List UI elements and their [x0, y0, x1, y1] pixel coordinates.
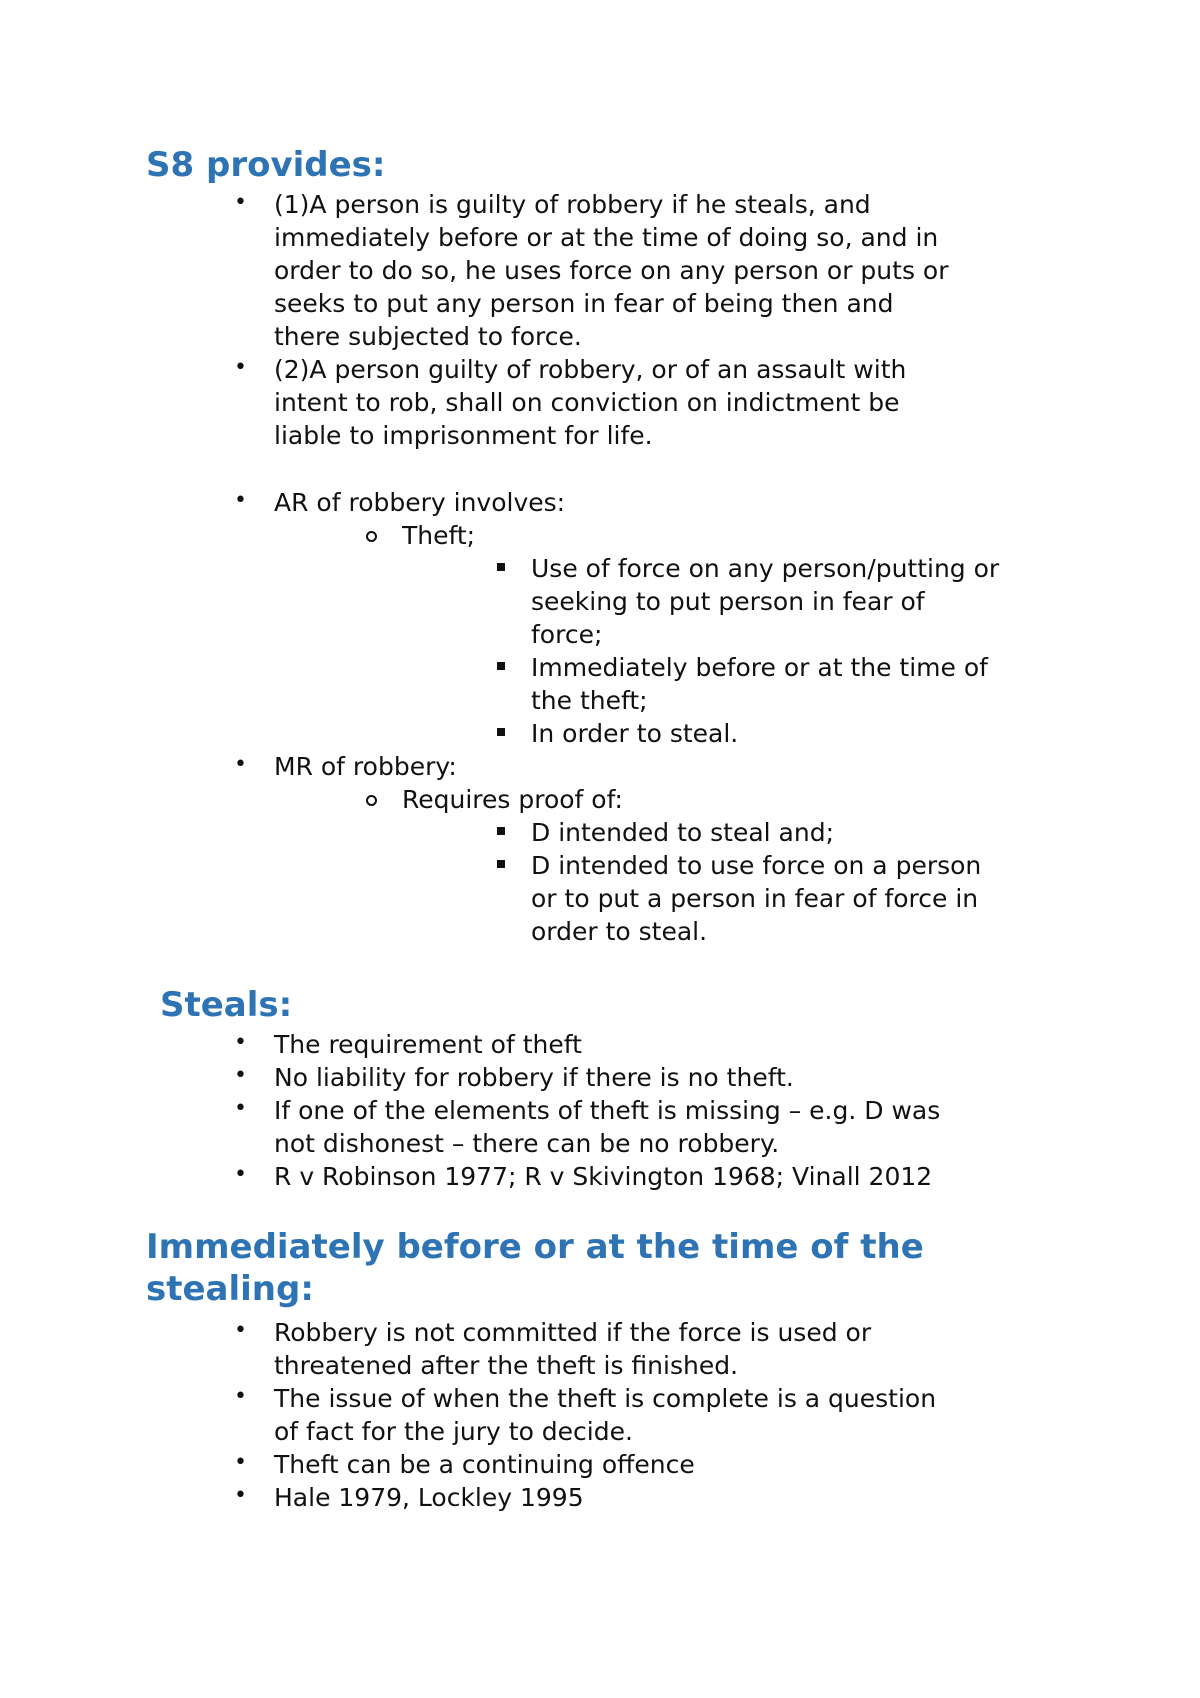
- bullet-icon: •: [234, 488, 247, 513]
- bullet-icon: •: [234, 1096, 247, 1121]
- mr-sub-1-line-1: D intended to steal and;: [531, 818, 835, 847]
- s8-item-1-line-5: there subjected to force.: [274, 322, 582, 351]
- mr-requires-label: Requires proof of:: [402, 785, 623, 814]
- ar-sub-2-line-2: the theft;: [531, 686, 648, 715]
- bullet-icon: •: [234, 1450, 247, 1475]
- ar-of-robbery-line: AR of robbery involves:: [274, 488, 566, 517]
- square-bullet-icon: [497, 827, 505, 835]
- immediately-item-1-line-1: Robbery is not committed if the force is used or: [274, 1318, 872, 1347]
- mr-of-robbery-line: MR of robbery:: [274, 752, 457, 781]
- bullet-icon: •: [234, 1063, 247, 1088]
- square-bullet-icon: [497, 662, 505, 670]
- heading-immediately-line-2: stealing:: [146, 1269, 314, 1309]
- s8-item-1-line-1: (1)A person is guilty of robbery if he steals, and: [274, 190, 871, 219]
- ar-sub-1-line-2: seeking to put person in fear of: [531, 587, 925, 616]
- bullet-icon: •: [234, 190, 247, 215]
- s8-item-2-line-3: liable to imprisonment for life.: [274, 421, 653, 450]
- hollow-circle-bullet-icon: [366, 531, 377, 542]
- immediately-item-2-line-1: The issue of when the theft is complete is a question: [274, 1384, 937, 1413]
- bullet-icon: •: [234, 355, 247, 380]
- square-bullet-icon: [497, 728, 505, 736]
- ar-theft-label: Theft;: [402, 521, 476, 550]
- s8-item-1-line-2: immediately before or at the time of doing so, and in: [274, 223, 939, 252]
- heading-s8-provides: S8 provides:: [146, 145, 386, 185]
- bullet-icon: •: [234, 752, 247, 777]
- s8-item-2-line-2: intent to rob, shall on conviction on indictment be: [274, 388, 900, 417]
- bullet-icon: •: [234, 1384, 247, 1409]
- mr-sub-2-line-1: D intended to use force on a person: [531, 851, 982, 880]
- ar-sub-1-line-3: force;: [531, 620, 603, 649]
- bullet-icon: •: [234, 1030, 247, 1055]
- steals-item-3-line-2: not dishonest – there can be no robbery.: [274, 1129, 780, 1158]
- s8-item-1-line-3: order to do so, he uses force on any person or puts or: [274, 256, 949, 285]
- mr-sub-2-line-2: or to put a person in fear of force in: [531, 884, 979, 913]
- square-bullet-icon: [497, 563, 505, 571]
- ar-sub-3-line-1: In order to steal.: [531, 719, 739, 748]
- immediately-item-3-line-1: Theft can be a continuing offence: [274, 1450, 695, 1479]
- steals-item-4-line-1: R v Robinson 1977; R v Skivington 1968; Vinall 2012: [274, 1162, 933, 1191]
- immediately-item-2-line-2: of fact for the jury to decide.: [274, 1417, 633, 1446]
- bullet-icon: •: [234, 1318, 247, 1343]
- steals-item-3-line-1: If one of the elements of theft is missing – e.g. D was: [274, 1096, 941, 1125]
- ar-sub-1-line-1: Use of force on any person/putting or: [531, 554, 1000, 583]
- bullet-icon: •: [234, 1162, 247, 1187]
- mr-sub-2-line-3: order to steal.: [531, 917, 708, 946]
- heading-steals: Steals:: [160, 985, 293, 1025]
- heading-immediately-line-1: Immediately before or at the time of the: [146, 1227, 924, 1267]
- s8-item-2-line-1: (2)A person guilty of robbery, or of an assault with: [274, 355, 907, 384]
- hollow-circle-bullet-icon: [366, 795, 377, 806]
- immediately-item-1-line-2: threatened after the theft is finished.: [274, 1351, 739, 1380]
- square-bullet-icon: [497, 860, 505, 868]
- ar-sub-2-line-1: Immediately before or at the time of: [531, 653, 988, 682]
- s8-item-1-line-4: seeks to put any person in fear of being then and: [274, 289, 894, 318]
- steals-item-1-line-1: The requirement of theft: [274, 1030, 582, 1059]
- steals-item-2-line-1: No liability for robbery if there is no theft.: [274, 1063, 794, 1092]
- immediately-item-4-line-1: Hale 1979, Lockley 1995: [274, 1483, 584, 1512]
- bullet-icon: •: [234, 1483, 247, 1508]
